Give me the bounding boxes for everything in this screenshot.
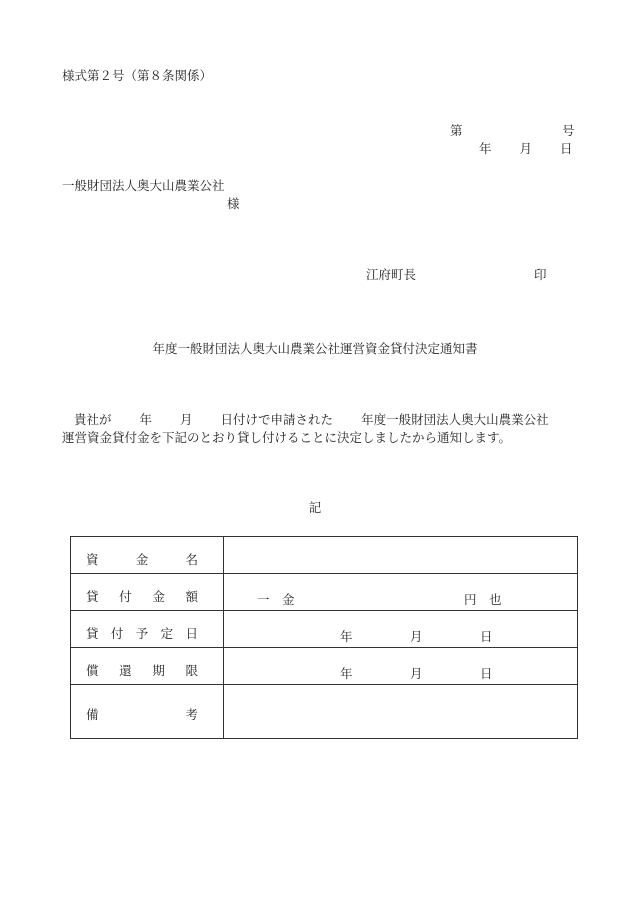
body-text — [62, 411, 597, 447]
addressee-honorific: 様 — [227, 196, 240, 211]
row-value-loan-date — [224, 611, 578, 648]
issue-date-year: 年 — [479, 141, 492, 156]
form-number: 様式第２号（第８条関係） — [62, 68, 213, 83]
label-char: 還 — [119, 663, 132, 678]
body-month: 月 — [180, 412, 193, 427]
row-value-fund-name — [224, 537, 578, 574]
addressee-name: 一般財団法人奥大山農業公社 — [62, 178, 225, 193]
row-label-repayment-deadline — [71, 648, 224, 685]
label-char: 額 — [185, 589, 198, 604]
label-char: 期 — [152, 663, 165, 678]
sender-title: 江府町長 — [366, 267, 417, 282]
issue-date-day: 日 — [560, 141, 573, 156]
label-char: 日 — [185, 626, 198, 641]
table-row — [71, 611, 578, 648]
label-char: 貸 — [86, 626, 99, 641]
row-label-fund-name — [71, 537, 224, 574]
label-char: 資 — [86, 552, 99, 567]
table-row — [71, 574, 578, 611]
body-line-2: 運営資金貸付金を下記のとおり貸し付けることに決定しましたから通知します。 — [62, 430, 512, 445]
document-title: 年度一般財団法人奥大山農業公社運営資金貸付決定通知書 — [152, 341, 478, 356]
date-year: 年 — [340, 665, 353, 681]
label-char: 限 — [185, 663, 198, 678]
amount-suffix: 円 也 — [464, 591, 502, 607]
doc-number-suffix: 号 — [562, 123, 575, 138]
row-value-remarks — [224, 685, 578, 739]
table-row — [71, 685, 578, 739]
label-char: 定 — [160, 626, 174, 641]
row-label-loan-amount — [71, 574, 224, 611]
date-day: 日 — [480, 665, 493, 681]
row-label-remarks — [71, 685, 224, 739]
body-year-phrase: 年度一般財団法人奥大山農業公社 — [361, 412, 549, 427]
body-phrase: 貴社が — [74, 412, 112, 427]
row-value-loan-amount — [224, 574, 578, 611]
date-year: 年 — [340, 628, 353, 644]
issue-date — [479, 143, 573, 156]
label-char: 予 — [135, 626, 149, 641]
amount-prefix: 一 金 — [257, 591, 295, 607]
table-row — [71, 537, 578, 574]
label-char: 金 — [135, 552, 149, 567]
label-char: 考 — [185, 707, 198, 722]
date-month: 月 — [410, 628, 423, 644]
date-day: 日 — [480, 628, 493, 644]
loan-detail-table — [70, 536, 578, 739]
body-day-phrase: 日付けで申請された — [220, 412, 334, 427]
row-value-repayment-deadline — [224, 648, 578, 685]
label-char: 金 — [152, 589, 165, 604]
body-line-1 — [62, 411, 597, 429]
label-char: 償 — [86, 663, 99, 678]
label-char: 付 — [119, 589, 132, 604]
issue-date-month: 月 — [519, 141, 533, 156]
label-char: 名 — [185, 552, 198, 567]
doc-number-prefix: 第 — [450, 123, 463, 138]
date-month: 月 — [410, 665, 423, 681]
seal-mark: 印 — [534, 267, 547, 282]
ki-heading: 記 — [308, 500, 322, 515]
label-char: 貸 — [86, 589, 99, 604]
body-year: 年 — [139, 412, 153, 427]
table-row — [71, 648, 578, 685]
row-label-loan-date — [71, 611, 224, 648]
label-char: 備 — [86, 707, 99, 722]
label-char: 付 — [110, 626, 124, 641]
